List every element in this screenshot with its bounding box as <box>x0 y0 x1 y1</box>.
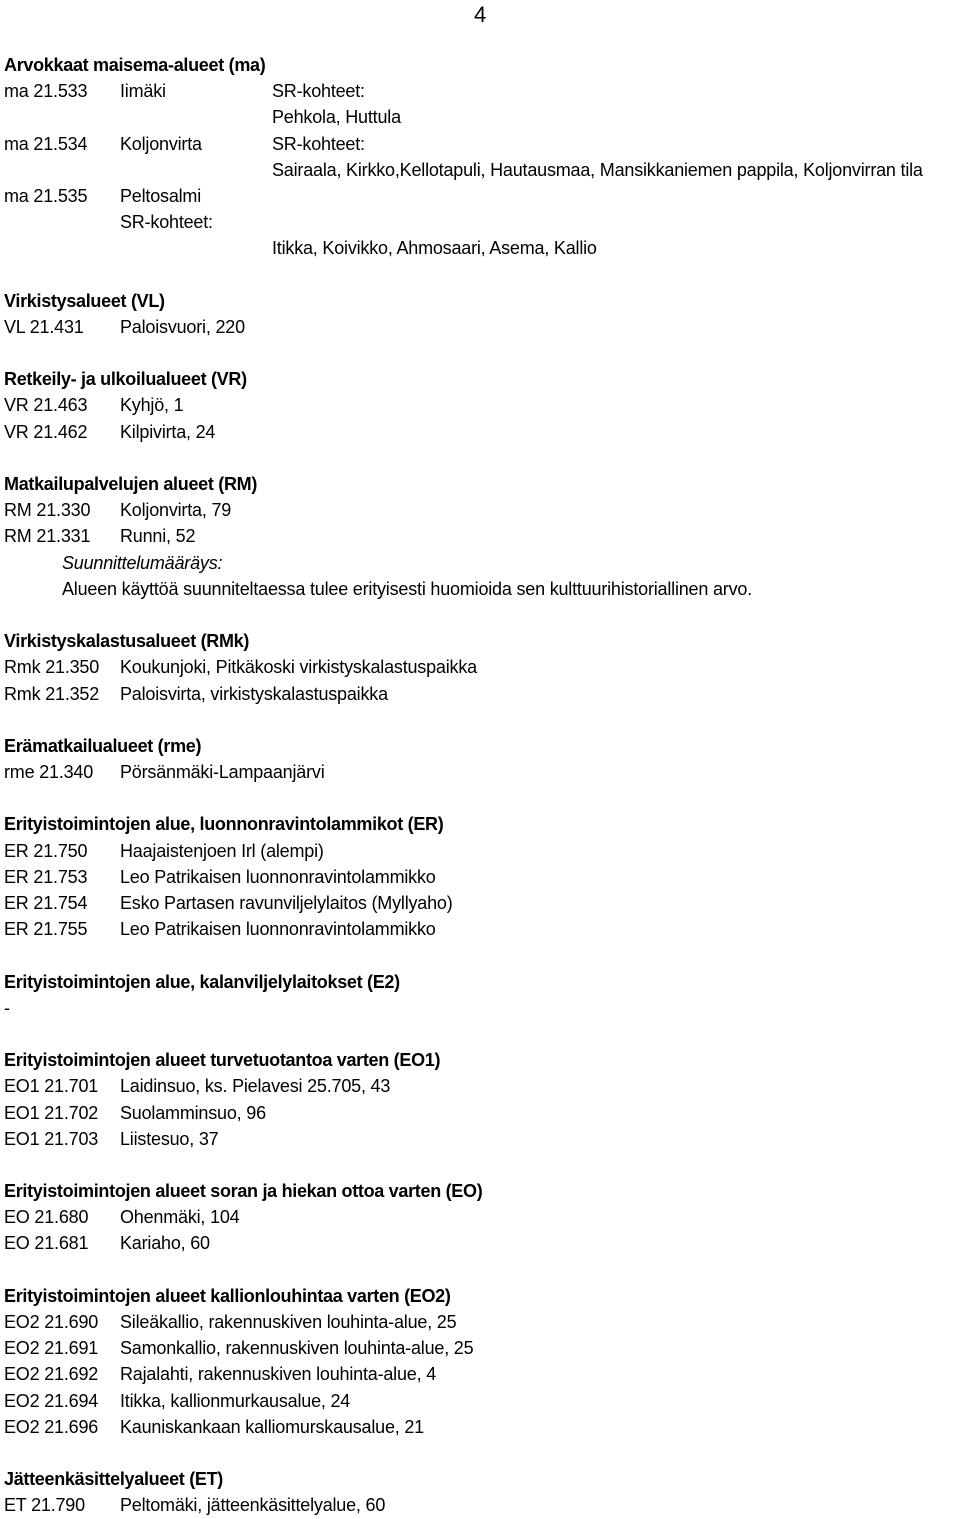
area-code: VR 21.463 <box>4 395 88 416</box>
area-name: Kauniskankaan kalliomurskausalue, 21 <box>120 1416 424 1437</box>
area-name: Esko Partasen ravunviljelylaitos (Myllyaho) <box>120 893 453 913</box>
area-name: Leo Patrikaisen luonnonravintolammikko <box>120 919 436 940</box>
list-item <box>4 1230 960 1256</box>
area-name: Runni, 52 <box>120 526 196 547</box>
area-code: ma 21.535 <box>4 185 88 206</box>
area-code: ER 21.754 <box>4 893 88 913</box>
list-item <box>4 235 960 261</box>
area-name: Kyhjö, 1 <box>120 395 184 416</box>
spacer <box>4 602 960 628</box>
spacer <box>4 1152 960 1178</box>
area-name: Pörsänmäki-Lampaanjärvi <box>120 762 325 783</box>
area-name: Rajalahti, rakennuskiven louhinta-alue, 4 <box>120 1364 437 1385</box>
list-item <box>4 1309 960 1335</box>
list-item <box>4 497 960 523</box>
area-code: ma 21.533 <box>4 81 88 102</box>
list-item <box>4 1126 960 1152</box>
area-name: Koljonvirta, 79 <box>120 500 232 521</box>
list-item <box>4 419 960 445</box>
list-item <box>4 1335 960 1361</box>
spacer <box>4 942 960 968</box>
area-name: Laidinsuo, ks. Pielavesi 25.705, 43 <box>120 1076 391 1097</box>
list-item <box>4 1492 960 1518</box>
area-code: RM 21.331 <box>4 526 91 547</box>
list-item <box>4 1100 960 1126</box>
area-code: EO2 21.690 <box>4 1312 99 1332</box>
list-item <box>4 916 960 942</box>
area-code: ET 21.790 <box>4 1495 85 1516</box>
area-code: EO2 21.696 <box>4 1416 99 1437</box>
list-item <box>4 759 960 785</box>
area-code: EO1 21.701 <box>4 1076 99 1097</box>
spacer <box>4 340 960 366</box>
section-heading-vl: Virkistysalueet (VL) <box>4 290 165 311</box>
area-code: EO 21.680 <box>4 1207 89 1228</box>
list-item <box>4 1073 960 1099</box>
area-code: VL 21.431 <box>4 316 84 337</box>
area-name: Iimäki <box>120 81 166 102</box>
spacer <box>4 262 960 288</box>
section-heading-e2: Erityistoimintojen alue, kalanviljelylaitokset (E2) <box>4 971 400 992</box>
area-name: Koukunjoki, Pitkäkoski virkistyskalastuspaikka <box>120 657 477 678</box>
section-heading-eo2: Erityistoimintojen alueet kallionlouhintaa varten (EO2) <box>4 1285 451 1306</box>
list-item <box>4 104 960 130</box>
list-item <box>4 314 960 340</box>
sr-items: Sairaala, Kirkko,Kellotapuli, Hautausmaa, Mansikkaniemen pappila, Koljonvirran tila <box>272 159 923 180</box>
list-item <box>4 392 960 418</box>
sr-items: Itikka, Koivikko, Ahmosaari, Asema, Kallio <box>272 238 597 259</box>
area-code: RM 21.330 <box>4 500 91 521</box>
section-heading-vr: Retkeily- ja ulkoilualueet (VR) <box>4 369 247 390</box>
regulation-row <box>4 550 960 576</box>
section-heading-eo: Erityistoimintojen alueet soran ja hiekan ottoa varten (EO) <box>4 1181 483 1202</box>
area-name: Suolamminsuo, 96 <box>120 1102 266 1123</box>
page-number: 4 <box>474 2 487 27</box>
list-item <box>4 78 960 104</box>
area-code: EO2 21.692 <box>4 1364 99 1385</box>
section-heading-ma: Arvokkaat maisema-alueet (ma) <box>4 55 266 75</box>
list-item <box>4 183 960 209</box>
area-name: Kilpivirta, 24 <box>120 421 216 442</box>
area-name: Ohenmäki, 104 <box>120 1207 240 1228</box>
area-code: EO2 21.694 <box>4 1390 99 1411</box>
area-code: Rmk 21.350 <box>4 657 100 678</box>
list-item <box>4 890 960 916</box>
area-code: ER 21.750 <box>4 840 88 861</box>
area-code: ma 21.534 <box>4 133 88 154</box>
section-heading-er: Erityistoimintojen alue, luonnonravintolammikot (ER) <box>4 814 444 835</box>
area-name: Samonkallio, rakennuskiven louhinta-alue, 25 <box>120 1338 474 1359</box>
area-code: EO2 21.691 <box>4 1338 99 1359</box>
sr-label: SR-kohteet: <box>272 133 365 154</box>
area-name: Kariaho, 60 <box>120 1233 210 1254</box>
spacer <box>4 445 960 471</box>
spacer <box>4 1021 960 1047</box>
list-item <box>4 995 960 1021</box>
area-code: ER 21.753 <box>4 866 88 887</box>
section-heading-et: Jätteenkäsittelyalueet (ET) <box>4 1469 223 1490</box>
list-item <box>4 838 960 864</box>
area-name: Koljonvirta <box>120 133 202 154</box>
sr-items: Pehkola, Huttula <box>272 107 401 128</box>
area-code: ER 21.755 <box>4 919 88 940</box>
list-item <box>4 654 960 680</box>
section-heading-rm: Matkailupalvelujen alueet (RM) <box>4 474 258 494</box>
area-name: Liistesuo, 37 <box>120 1128 219 1149</box>
area-name: Peltomäki, jätteenkäsittelyalue, 60 <box>120 1495 386 1516</box>
list-item <box>4 1388 960 1414</box>
area-name: Paloisvuori, 220 <box>120 316 245 337</box>
list-item <box>4 523 960 549</box>
spacer <box>4 1440 960 1466</box>
area-name: Itikka, kallionmurkausalue, 24 <box>120 1390 351 1411</box>
section-heading-rme: Erämatkailualueet (rme) <box>4 735 202 756</box>
area-name: Paloisvirta, virkistyskalastuspaikka <box>120 683 388 704</box>
list-item <box>4 864 960 890</box>
spacer <box>4 785 960 811</box>
spacer <box>4 707 960 733</box>
area-code: EO1 21.702 <box>4 1102 99 1123</box>
area-name: Leo Patrikaisen luonnonravintolammikko <box>120 866 436 887</box>
regulation-row <box>4 576 960 602</box>
sr-label: SR-kohteet: <box>272 81 365 102</box>
list-item <box>4 157 960 183</box>
list-item <box>4 1204 960 1230</box>
list-item <box>4 681 960 707</box>
area-code: VR 21.462 <box>4 421 88 442</box>
empty-dash: - <box>4 997 10 1018</box>
area-code: EO 21.681 <box>4 1233 89 1254</box>
list-item <box>4 1361 960 1387</box>
list-item <box>4 131 960 157</box>
regulation-text: Alueen käyttöä suunniteltaessa tulee erityisesti huomioida sen kulttuurihistoriallinen arvo. <box>62 578 752 599</box>
area-name: Haajaistenjoen Irl (alempi) <box>120 840 324 861</box>
area-code: EO1 21.703 <box>4 1128 99 1149</box>
area-name: Peltosalmi <box>120 185 202 206</box>
area-code: Rmk 21.352 <box>4 683 100 704</box>
area-code: rme 21.340 <box>4 762 94 783</box>
document-body <box>4 52 960 1519</box>
sr-label: SR-kohteet: <box>120 212 213 233</box>
area-name: Sileäkallio, rakennuskiven louhinta-alue, 25 <box>120 1312 457 1332</box>
list-item <box>4 1414 960 1440</box>
spacer <box>4 1257 960 1283</box>
section-heading-rmk: Virkistyskalastusalueet (RMk) <box>4 631 250 652</box>
regulation-label: Suunnittelumääräys: <box>62 552 223 573</box>
list-item <box>4 209 960 235</box>
section-heading-eo1: Erityistoimintojen alueet turvetuotantoa varten (EO1) <box>4 1050 441 1071</box>
